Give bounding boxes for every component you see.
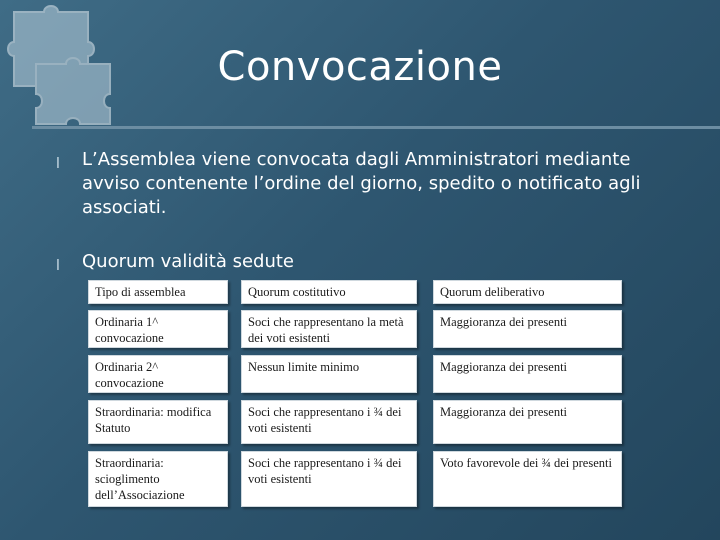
slide-title: Convocazione bbox=[217, 44, 503, 90]
table-cell: Maggioranza dei presenti bbox=[433, 355, 622, 393]
table-cell: Soci che rappresentano i ¾ dei voti esistenti bbox=[241, 451, 417, 507]
table-header-cell: Quorum deliberativo bbox=[433, 280, 622, 304]
table-cell: Maggioranza dei presenti bbox=[433, 310, 622, 348]
bullet-marker: l bbox=[56, 258, 60, 274]
table-cell: Nessun limite minimo bbox=[241, 355, 417, 393]
table-cell: Maggioranza dei presenti bbox=[433, 400, 622, 444]
bullet-text: L’Assemblea viene convocata dagli Amministratori mediante avviso contenente l’ordine del giorno, spedito o notificato agli associati. bbox=[82, 149, 641, 218]
table-cell: Straordinaria: scioglimento dell’Associazione bbox=[88, 451, 228, 507]
table-cell: Straordinaria: modifica Statuto bbox=[88, 400, 228, 444]
table-cell: Ordinaria 2^ convocazione bbox=[88, 355, 228, 393]
table-cell: Voto favorevole dei ¾ dei presenti bbox=[433, 451, 622, 507]
table-cell: Soci che rappresentano i ¾ dei voti esistenti bbox=[241, 400, 417, 444]
bullet-marker: l bbox=[56, 156, 60, 172]
table-cell: Soci che rappresentano la metà dei voti esistenti bbox=[241, 310, 417, 348]
table-header-cell: Tipo di assemblea bbox=[88, 280, 228, 304]
bullet-text: Quorum validità sedute bbox=[82, 251, 294, 272]
table-header-cell: Quorum costitutivo bbox=[241, 280, 417, 304]
table-cell: Ordinaria 1^ convocazione bbox=[88, 310, 228, 348]
title-divider bbox=[32, 126, 720, 129]
